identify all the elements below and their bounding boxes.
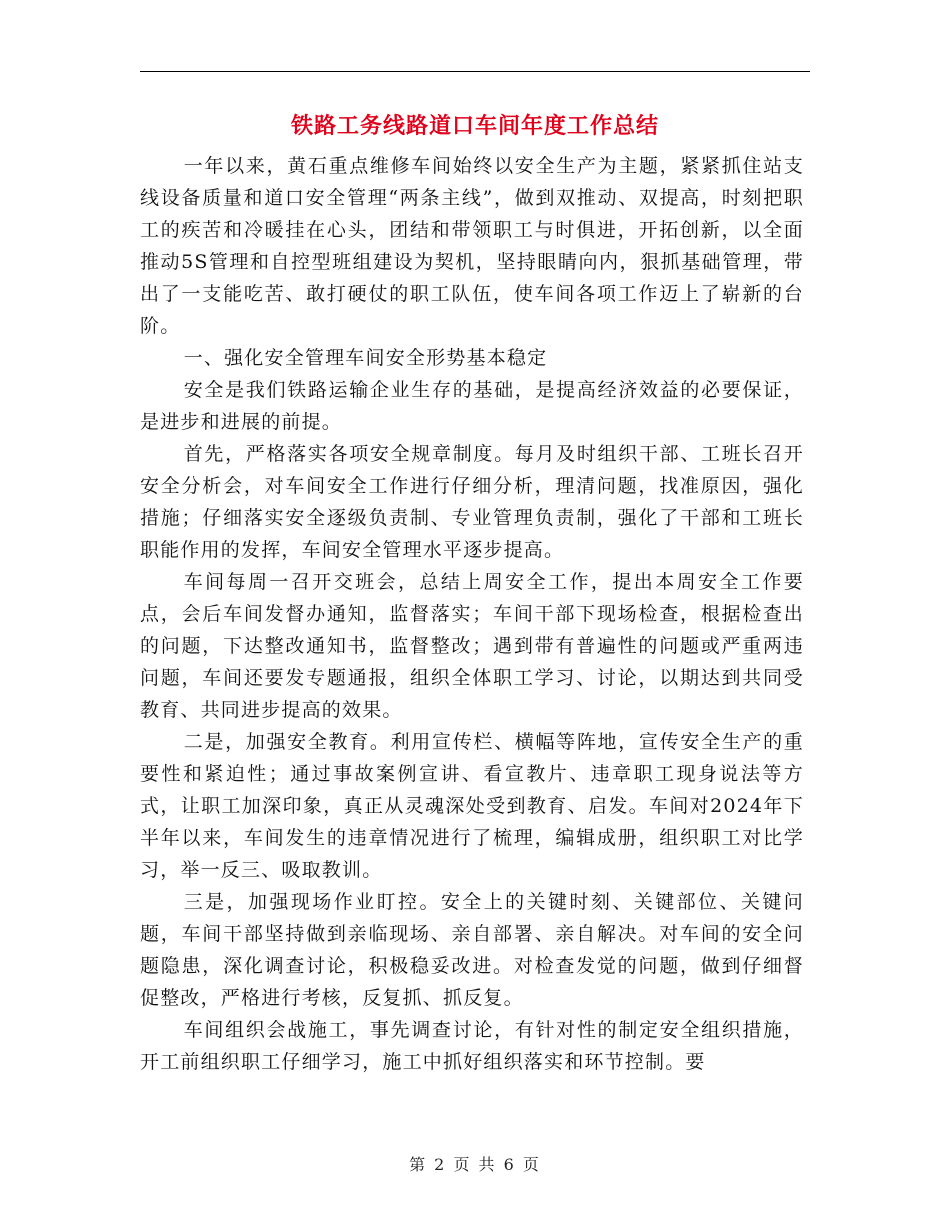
paragraph-third-site-control: 三是，加强现场作业盯控。安全上的关键时刻、关键部位、关键问题，车间干部坚持做到亲临现场、亲自部署、亲自解决。对车间的安全问题隐患，深化调查讨论，积极稳妥改进。对检查发觉的问题，做到仔细督促整改，严格进行考核，反复抓、抓反复。 <box>140 891 804 1009</box>
paragraph-safety-basis: 安全是我们铁路运输企业生存的基础，是提高经济效益的必要保证，是进步和进展的前提。 <box>140 379 804 433</box>
document-body <box>140 150 804 1078</box>
section-heading-1: 一、强化安全管理车间安全形势基本稳定 <box>183 347 548 369</box>
page-number: 第 2 页 共 6 页 <box>409 1155 541 1174</box>
paragraph-second-education: 二是，加强安全教育。利用宣传栏、横幅等阵地，宣传安全生产的重要性和紧迫性；通过事故案例宣讲、看宣教片、违章职工现身说法等方式，让职工加深印象，真正从灵魂深处受到教育、启发。车间对2024年下半年以来，车间发生的违章情况进行了梳理，编辑成册，组织职工对比学习，举一反三、吸取教训。 <box>140 731 804 881</box>
paragraph-construction: 车间组织会战施工，事先调查讨论，有针对性的制定安全组织措施，开工前组织职工仔细学习，施工中抓好组织落实和环节控制。要 <box>140 1019 804 1073</box>
paragraph-first-rules: 首先，严格落实各项安全规章制度。每月及时组织干部、工班长召开安全分析会，对车间安全工作进行仔细分析，理清问题，找准原因，强化措施；仔细落实安全逐级负责制、专业管理负责制，强化了干部和工班长职能作用的发挥，车间安全管理水平逐步提高。 <box>140 443 804 561</box>
header-rule <box>140 71 810 72</box>
document-title: 铁路工务线路道口车间年度工作总结 <box>290 113 659 139</box>
paragraph-intro: 一年以来，黄石重点维修车间始终以安全生产为主题，紧紧抓住站支线设备质量和道口安全管理“两条主线”，做到双推动、双提高，时刻把职工的疾苦和冷暖挂在心头，团结和带领职工与时俱进，开拓创新，以全面推动5S管理和自控型班组建设为契机，坚持眼睛向内，狠抓基础管理，带出了一支能吃苦、敢打硬仗的职工队伍，使车间各项工作迈上了崭新的台阶。 <box>140 155 804 337</box>
paragraph-weekly-meeting: 车间每周一召开交班会，总结上周安全工作，提出本周安全工作要点，会后车间发督办通知，监督落实；车间干部下现场检查，根据检查出的问题，下达整改通知书，监督整改；遇到带有普遍性的问题或严重两违问题，车间还要发专题通报，组织全体职工学习、讨论，以期达到共同受教育、共同进步提高的效果。 <box>140 571 804 721</box>
